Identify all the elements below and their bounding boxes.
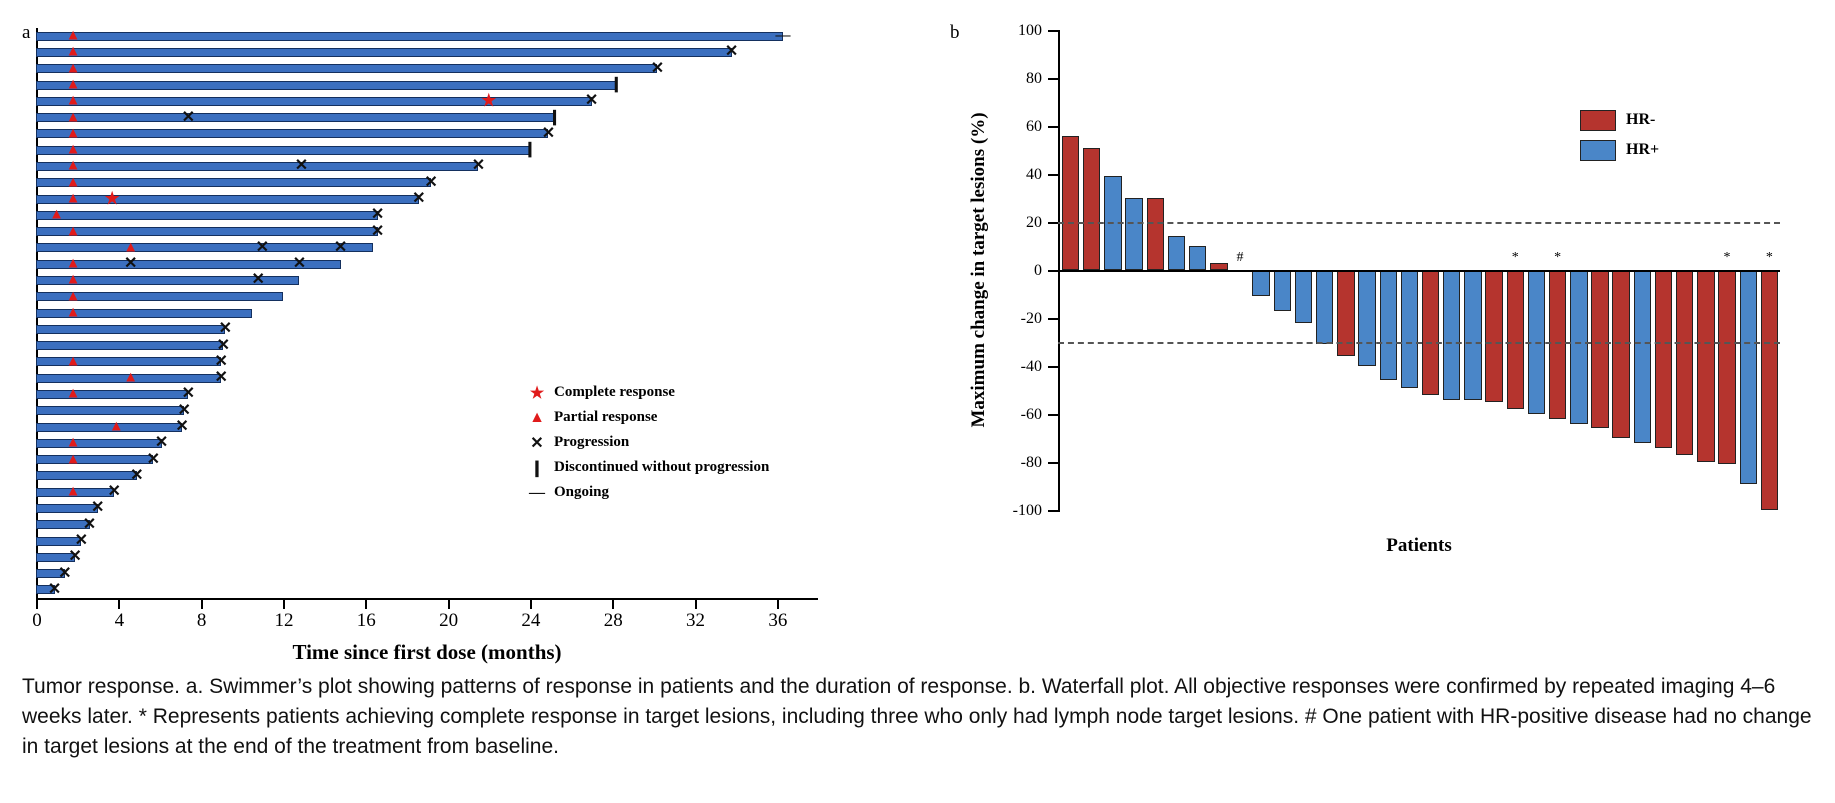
waterfall-bar xyxy=(1422,270,1439,395)
swimmer-marker-complete-response: ★ xyxy=(103,188,121,210)
swimmer-bar xyxy=(36,97,592,106)
swimmer-marker-progression: ✕ xyxy=(154,434,169,452)
waterfall-bar xyxy=(1634,270,1651,443)
swimmer-x-tick-label: 0 xyxy=(32,610,42,631)
swimmer-x-tick-label: 28 xyxy=(603,610,623,631)
swimmer-x-tick xyxy=(530,600,532,609)
waterfall-y-tick-label: 0 xyxy=(1034,262,1042,279)
swimmer-legend-item xyxy=(520,480,769,505)
swimmer-legend xyxy=(520,380,769,505)
swimmer-marker-partial-response: ▲ xyxy=(65,255,81,272)
swimmer-marker-partial-response: ▲ xyxy=(65,385,81,402)
swimmer-marker-progression: ✕ xyxy=(650,59,665,77)
swimmer-bar xyxy=(36,162,478,171)
waterfall-plot-panel xyxy=(940,0,1835,680)
swimmer-x-tick-label: 32 xyxy=(686,610,706,631)
swimmer-legend-label: Ongoing xyxy=(554,484,610,500)
swimmer-marker-partial-response: ▲ xyxy=(65,174,81,191)
swimmer-marker-partial-response: ▲ xyxy=(65,125,81,142)
waterfall-y-tick-label: 60 xyxy=(1026,118,1042,135)
waterfall-y-tick-label: -60 xyxy=(1020,406,1042,423)
swimmer-marker-partial-response: ▲ xyxy=(65,27,81,44)
waterfall-bar-annotation: * xyxy=(1554,250,1562,265)
waterfall-bar xyxy=(1125,198,1142,270)
waterfall-legend xyxy=(1580,105,1659,165)
swimmer-marker-discontinued: ❙ xyxy=(610,76,623,93)
swimmer-bar xyxy=(36,406,184,415)
swimmer-x-tick xyxy=(612,600,614,609)
waterfall-y-tick xyxy=(1020,454,1058,471)
swimmer-bar xyxy=(36,64,657,73)
swimmer-bar xyxy=(36,439,162,448)
swimmer-marker-progression: ✕ xyxy=(214,369,228,387)
swimmer-marker-progression: ✕ xyxy=(107,483,121,501)
panel-a-letter: a xyxy=(22,22,31,43)
swimmer-marker-progression: ✕ xyxy=(424,173,438,191)
swimmer-x-tick xyxy=(695,600,697,609)
swimmer-legend-symbol-icon: ❙ xyxy=(530,459,544,477)
waterfall-reference-line xyxy=(1058,342,1780,344)
waterfall-bar-annotation: * xyxy=(1511,250,1519,265)
swimmer-legend-item xyxy=(520,380,769,405)
swimmer-x-tick-label: 36 xyxy=(768,610,788,631)
swimmer-bar xyxy=(36,455,153,464)
waterfall-bar xyxy=(1761,270,1778,510)
swimmer-bar xyxy=(36,129,548,138)
swimmer-x-axis xyxy=(36,598,818,600)
swimmer-bar xyxy=(36,325,225,334)
swimmer-marker-progression: ✕ xyxy=(412,190,426,207)
swimmer-legend-symbol-icon: ▲ xyxy=(529,408,545,426)
waterfall-y-tick-label: -100 xyxy=(1012,502,1042,519)
waterfall-legend-label: HR+ xyxy=(1626,141,1660,158)
waterfall-y-tick xyxy=(1026,118,1058,135)
waterfall-bar xyxy=(1464,270,1481,400)
swimmer-x-tick xyxy=(365,600,367,609)
waterfall-bar xyxy=(1295,270,1312,323)
swimmer-x-tick-label: 4 xyxy=(114,610,125,631)
swimmer-marker-progression: ✕ xyxy=(294,157,309,175)
swimmer-legend-item xyxy=(520,405,769,430)
waterfall-bar xyxy=(1697,270,1714,462)
waterfall-y-tick-label: -80 xyxy=(1020,454,1042,471)
swimmer-marker-progression: ✕ xyxy=(181,385,195,403)
swimmer-marker-partial-response: ▲ xyxy=(65,223,81,240)
swimmer-marker-progression: ✕ xyxy=(471,157,486,175)
waterfall-bar xyxy=(1380,270,1397,380)
swimmer-marker-progression: ✕ xyxy=(541,124,556,142)
swimmer-legend-symbol-icon: ★ xyxy=(529,384,545,402)
swimmer-marker-partial-response: ▲ xyxy=(65,92,81,109)
swimmer-bar xyxy=(36,504,98,513)
swimmer-bar xyxy=(36,243,373,252)
swimmer-marker-progression: ✕ xyxy=(724,43,739,61)
swimmer-bars-layer xyxy=(36,28,856,598)
waterfall-y-tick xyxy=(1026,214,1058,231)
swimmer-marker-partial-response: ▲ xyxy=(65,76,81,93)
waterfall-bar xyxy=(1443,270,1460,400)
waterfall-zero-line xyxy=(1058,270,1780,272)
swimmer-marker-progression: ✕ xyxy=(214,352,228,370)
swimmer-bar xyxy=(36,113,555,122)
swimmer-x-tick xyxy=(118,600,120,609)
waterfall-bar xyxy=(1591,270,1608,428)
swimmer-legend-item xyxy=(520,430,769,455)
waterfall-legend-item xyxy=(1580,105,1659,135)
swimmer-bar xyxy=(36,227,378,236)
swimmer-bar xyxy=(36,211,378,220)
swimmer-marker-progression: ✕ xyxy=(82,515,97,533)
swimmer-marker-partial-response: ▲ xyxy=(65,271,81,288)
swimmer-marker-progression: ✕ xyxy=(181,108,195,126)
waterfall-legend-swatch xyxy=(1580,140,1616,161)
panel-b-letter: b xyxy=(950,22,960,43)
swimmer-bar xyxy=(36,32,783,41)
swimmer-bar xyxy=(36,390,188,399)
swimmer-marker-partial-response: ▲ xyxy=(49,206,65,223)
waterfall-legend-swatch xyxy=(1580,110,1616,131)
waterfall-bar xyxy=(1316,270,1333,344)
swimmer-marker-discontinued: ❙ xyxy=(523,141,537,158)
waterfall-y-tick-label: 40 xyxy=(1026,166,1042,183)
swimmer-x-tick-label: 8 xyxy=(196,610,207,631)
swimmer-marker-progression: ✕ xyxy=(175,418,189,435)
swimmer-marker-partial-response: ▲ xyxy=(65,141,81,158)
waterfall-y-axis-label: Maximum change in target lesions (%) xyxy=(968,112,989,428)
swimmer-marker-progression: ✕ xyxy=(74,532,88,549)
swimmer-x-axis-label: Time since first dose (months) xyxy=(292,640,562,664)
waterfall-x-axis-label: Patients xyxy=(1386,535,1452,556)
waterfall-y-tick-label: 100 xyxy=(1018,22,1042,39)
swimmer-marker-progression: ✕ xyxy=(292,255,307,273)
waterfall-bar xyxy=(1252,270,1269,296)
swimmer-legend-label: Partial response xyxy=(554,409,658,425)
figure-caption: Tumor response. a. Swimmer’s plot showing patterns of response in patients and the duration of response. b. Waterfall plot. All objective responses were confirmed by repeated imaging 4–6 weeks later. * Represents patients achieving complete response in target lesions, including three who only had lymph node target lesions. # One patient with HR-positive disease had no change in target lesions at the end of the treatment from baseline. xyxy=(22,675,1812,758)
swimmer-x-tick-label: 24 xyxy=(521,610,541,631)
waterfall-y-tick xyxy=(1018,22,1058,39)
swimmer-marker-partial-response: ▲ xyxy=(65,43,81,60)
waterfall-y-tick xyxy=(1020,310,1058,327)
swimmer-legend-symbol-icon: ✕ xyxy=(530,434,544,452)
swimmer-marker-progression: ✕ xyxy=(370,222,385,240)
swimmer-marker-progression: ✕ xyxy=(58,564,72,582)
waterfall-bar xyxy=(1718,270,1735,464)
swimmer-x-tick-label: 20 xyxy=(439,610,459,631)
waterfall-bar xyxy=(1168,236,1185,270)
waterfall-bar-annotation: * xyxy=(1723,250,1731,265)
swimmer-marker-progression: ✕ xyxy=(130,466,144,484)
swimmer-marker-progression: ✕ xyxy=(218,320,233,338)
swimmer-marker-progression: ✕ xyxy=(333,238,348,256)
waterfall-y-tick xyxy=(1020,406,1058,423)
swimmer-legend-label: Discontinued without progression xyxy=(554,459,770,475)
swimmer-marker-progression: ✕ xyxy=(255,238,270,256)
swimmer-marker-progression: ✕ xyxy=(177,401,191,419)
waterfall-bar-annotation: # xyxy=(1236,250,1244,265)
swimmer-marker-progression: ✕ xyxy=(251,271,265,289)
swimmer-marker-progression: ✕ xyxy=(68,548,82,566)
waterfall-bar xyxy=(1401,270,1418,388)
waterfall-bar xyxy=(1655,270,1672,448)
waterfall-bar xyxy=(1549,270,1566,419)
swimmer-legend-item xyxy=(520,455,769,480)
swimmer-bar xyxy=(36,341,223,350)
waterfall-y-tick-label: 80 xyxy=(1026,70,1042,87)
swimmer-marker-partial-response: ▲ xyxy=(65,288,81,305)
swimmer-marker-complete-response: ★ xyxy=(480,90,498,112)
waterfall-bar xyxy=(1189,246,1206,270)
swimmer-plot-panel xyxy=(0,0,920,680)
swimmer-marker-partial-response: ▲ xyxy=(65,190,81,207)
swimmer-marker-progression: ✕ xyxy=(47,580,62,598)
waterfall-legend-item xyxy=(1580,135,1659,165)
waterfall-y-tick xyxy=(1026,70,1058,87)
waterfall-y-tick xyxy=(1026,166,1058,183)
swimmer-marker-partial-response: ▲ xyxy=(65,157,81,174)
swimmer-bar xyxy=(36,357,221,366)
swimmer-x-tick-label: 16 xyxy=(356,610,376,631)
waterfall-y-tick-label: -40 xyxy=(1020,358,1042,375)
waterfall-y-tick-label: 20 xyxy=(1026,214,1042,231)
swimmer-marker-progression: ✕ xyxy=(216,336,230,354)
swimmer-bar xyxy=(36,48,732,57)
waterfall-bar xyxy=(1062,136,1079,270)
swimmer-marker-partial-response: ▲ xyxy=(123,239,139,256)
swimmer-marker-partial-response: ▲ xyxy=(65,483,81,500)
waterfall-bar xyxy=(1147,198,1164,270)
swimmer-x-tick xyxy=(283,600,285,609)
swimmer-legend-label: Complete response xyxy=(554,384,675,400)
waterfall-bar xyxy=(1570,270,1587,424)
swimmer-marker-ongoing: — xyxy=(775,27,791,44)
waterfall-bar xyxy=(1740,270,1757,484)
swimmer-legend-label: Progression xyxy=(554,434,630,450)
swimmer-marker-discontinued: ❙ xyxy=(548,109,561,126)
swimmer-marker-progression: ✕ xyxy=(584,92,599,110)
swimmer-marker-partial-response: ▲ xyxy=(65,451,81,468)
swimmer-x-tick xyxy=(201,600,203,609)
waterfall-bar xyxy=(1507,270,1524,409)
swimmer-bar xyxy=(36,146,530,155)
waterfall-y-tick xyxy=(1012,502,1058,519)
waterfall-bar-annotation: * xyxy=(1765,250,1773,265)
waterfall-legend-label: HR- xyxy=(1626,111,1656,128)
swimmer-legend-symbol-icon: — xyxy=(529,483,545,501)
swimmer-marker-progression: ✕ xyxy=(370,206,385,224)
swimmer-bar xyxy=(36,195,419,204)
swimmer-x-tick xyxy=(448,600,450,609)
swimmer-marker-partial-response: ▲ xyxy=(65,353,81,370)
swimmer-marker-progression: ✕ xyxy=(123,255,138,273)
swimmer-marker-partial-response: ▲ xyxy=(123,369,139,386)
waterfall-y-tick xyxy=(1034,262,1058,279)
waterfall-bar xyxy=(1485,270,1502,402)
swimmer-bar xyxy=(36,178,431,187)
swimmer-bar xyxy=(36,520,90,529)
waterfall-bar xyxy=(1210,263,1227,270)
swimmer-marker-partial-response: ▲ xyxy=(108,418,124,435)
swimmer-marker-progression: ✕ xyxy=(91,499,105,517)
waterfall-bar xyxy=(1358,270,1375,366)
swimmer-x-tick xyxy=(777,600,779,609)
waterfall-y-tick-label: -20 xyxy=(1020,310,1042,327)
waterfall-y-tick xyxy=(1020,358,1058,375)
swimmer-marker-partial-response: ▲ xyxy=(65,304,81,321)
waterfall-bar xyxy=(1676,270,1693,455)
swimmer-bar xyxy=(36,81,616,90)
swimmer-x-tick xyxy=(36,600,38,609)
waterfall-bar xyxy=(1612,270,1629,438)
waterfall-bar xyxy=(1274,270,1291,311)
swimmer-marker-partial-response: ▲ xyxy=(65,60,81,77)
swimmer-x-tick-label: 12 xyxy=(274,610,294,631)
waterfall-bar xyxy=(1083,148,1100,270)
swimmer-marker-partial-response: ▲ xyxy=(65,109,81,126)
swimmer-marker-progression: ✕ xyxy=(146,450,160,468)
waterfall-reference-line xyxy=(1058,222,1780,224)
swimmer-bar xyxy=(36,471,137,480)
swimmer-marker-partial-response: ▲ xyxy=(65,434,81,451)
